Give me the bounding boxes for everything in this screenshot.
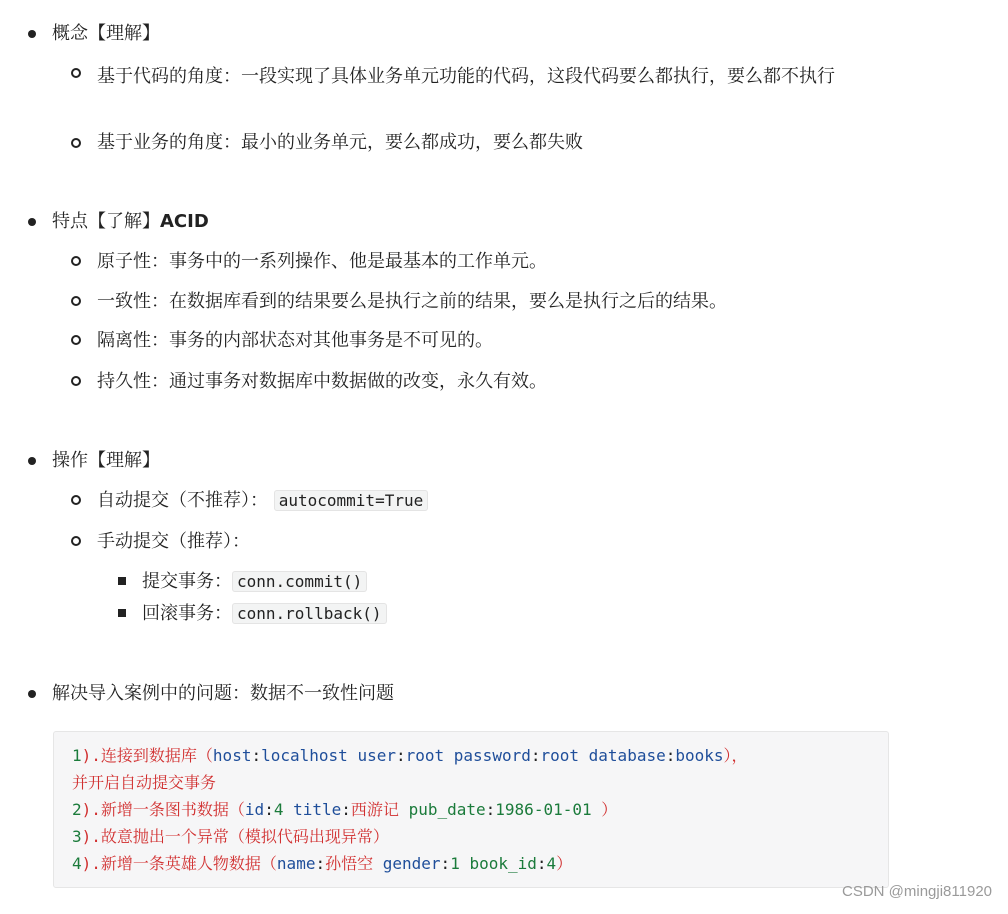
rollback-label: 回滚事务：: [142, 603, 232, 624]
bullet-dot-icon: [28, 690, 36, 698]
feature-item: 原子性：事务中的一系列操作、他是最基本的工作单元。: [97, 251, 547, 272]
circle-bullet-icon: [71, 536, 81, 546]
circle-bullet-icon: [71, 138, 81, 148]
code-line: 并开启自动提交事务: [72, 773, 217, 792]
problem-heading: 解决导入案例中的问题：数据不一致性问题: [52, 683, 394, 704]
code-line: 1).连接到数据库（host:localhost user:root password:root database:books），: [72, 746, 748, 765]
circle-bullet-icon: [71, 256, 81, 266]
acid-label: ACID: [160, 211, 209, 232]
circle-bullet-icon: [71, 376, 81, 386]
operations-heading: 操作【理解】: [52, 450, 160, 471]
bullet-dot-icon: [28, 30, 36, 38]
code-line: 2).新增一条图书数据（id:4 title:西游记 pub_date:1986-01-01 ）: [72, 800, 618, 819]
square-bullet-icon: [118, 577, 126, 585]
watermark: CSDN @mingji811920: [841, 883, 992, 900]
code-line: 3).故意抛出一个异常（模拟代码出现异常）: [72, 827, 389, 846]
auto-commit-label: 自动提交（不推荐）：: [97, 490, 268, 511]
square-bullet-icon: [118, 609, 126, 617]
commit-label: 提交事务：: [142, 571, 232, 592]
circle-bullet-icon: [71, 296, 81, 306]
circle-bullet-icon: [71, 495, 81, 505]
bullet-dot-icon: [28, 218, 36, 226]
rollback-code: conn.rollback(): [232, 603, 387, 624]
auto-commit-code: autocommit=True: [274, 490, 429, 511]
circle-bullet-icon: [71, 335, 81, 345]
auto-commit-item: [97, 488, 428, 514]
code-block: [53, 731, 889, 888]
feature-item: 持久性：通过事务对数据库中数据做的改变，永久有效。: [97, 371, 547, 392]
commit-item: [142, 569, 367, 595]
bullet-dot-icon: [28, 457, 36, 465]
features-heading-prefix: 特点【了解】: [52, 211, 160, 232]
concept-item: 基于代码的角度：一段实现了具体业务单元功能的代码，这段代码要么都执行，要么都不执行: [97, 66, 835, 87]
circle-bullet-icon: [71, 68, 81, 78]
code-line: 4).新增一条英雄人物数据（name:孙悟空 gender:1 book_id:4）: [72, 854, 573, 873]
rollback-item: [142, 601, 387, 627]
concept-heading: 概念【理解】: [52, 23, 160, 44]
concept-item: 基于业务的角度：最小的业务单元，要么都成功，要么都失败: [97, 132, 583, 153]
feature-item: 一致性：在数据库看到的结果要么是执行之前的结果，要么是执行之后的结果。: [97, 291, 727, 312]
commit-code: conn.commit(): [232, 571, 367, 592]
feature-item: 隔离性：事务的内部状态对其他事务是不可见的。: [97, 330, 493, 351]
features-heading: [52, 209, 209, 235]
manual-commit-label: 手动提交（推荐）：: [97, 531, 250, 552]
